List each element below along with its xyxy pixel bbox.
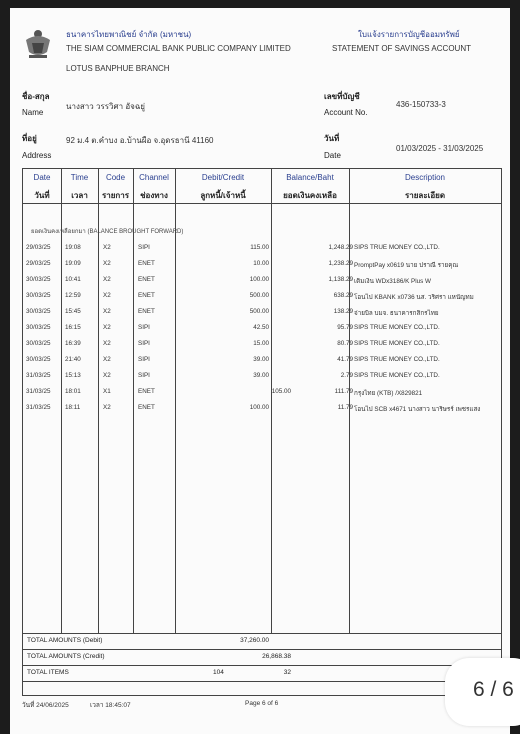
- branch-name: LOTUS BANPHUE BRANCH: [66, 64, 170, 73]
- page-indicator-text: 6 / 6: [473, 678, 514, 701]
- cell-code: X2: [103, 324, 111, 331]
- table-row: [23, 388, 501, 404]
- header-channel-thai: ช่องทาง: [140, 191, 168, 200]
- cell-time: 10:41: [65, 276, 81, 283]
- cell-debit: 500.00: [249, 308, 269, 315]
- cell-code: X1: [103, 388, 111, 395]
- cell-credit: 105.00: [271, 388, 291, 395]
- cell-description: เติมเงิน WDx3186/K Plus W: [354, 278, 431, 285]
- cell-debit: 115.00: [250, 244, 269, 251]
- table-row: [23, 276, 501, 292]
- cell-debit: 39.00: [253, 356, 269, 363]
- header-date-thai: วันที่: [34, 191, 50, 200]
- cell-channel: SIPI: [138, 356, 150, 363]
- cell-channel: ENET: [138, 308, 155, 315]
- cell-time: 15:45: [65, 308, 81, 315]
- cell-code: X2: [103, 292, 111, 299]
- cell-date: 30/03/25: [26, 340, 51, 347]
- table-row: [23, 324, 501, 340]
- cell-date: 29/03/25: [26, 244, 51, 251]
- cell-date: 31/03/25: [26, 404, 51, 411]
- cell-code: X2: [103, 276, 111, 283]
- header-time: Time: [70, 173, 89, 182]
- transactions-table: [22, 168, 502, 696]
- cell-code: X2: [103, 308, 111, 315]
- statement-title-english: STATEMENT OF SAVINGS ACCOUNT: [332, 44, 471, 53]
- table-row: [23, 340, 501, 356]
- cell-channel: ENET: [138, 260, 155, 267]
- cell-channel: SIPI: [138, 324, 150, 331]
- cell-balance: 2.79: [340, 372, 353, 379]
- cell-description: SIPS TRUE MONEY CO.,LTD.: [354, 356, 440, 363]
- table-row: [23, 356, 501, 372]
- cell-description: โอนไป SCB x4671 นางสาว นาริษรร์ เพชรแสง: [354, 406, 481, 413]
- statement-title-thai: ใบแจ้งรายการบัญชีออมทรัพย์: [358, 30, 460, 39]
- cell-balance: 1,238.29: [328, 260, 353, 267]
- cell-balance: 638.29: [333, 292, 353, 299]
- table-row: [23, 308, 501, 324]
- cell-channel: SIPI: [138, 372, 150, 379]
- total-debit-value: 37,260.00: [240, 637, 269, 644]
- cell-date: 30/03/25: [26, 276, 51, 283]
- table-row: [23, 372, 501, 388]
- header-code-thai: รายการ: [101, 191, 130, 200]
- cell-debit: 10.00: [253, 260, 269, 267]
- header-date: Date: [33, 173, 51, 182]
- cell-debit: 100.00: [249, 276, 269, 283]
- cell-time: 16:15: [65, 324, 81, 331]
- cell-channel: SIPI: [138, 244, 150, 251]
- cell-time: 16:39: [65, 340, 81, 347]
- name-label-english: Name: [22, 108, 44, 117]
- cell-description: SIPS TRUE MONEY CO.,LTD.: [354, 244, 440, 251]
- header-debit-credit-thai: ลูกหนี้/เจ้าหนี้: [200, 191, 246, 200]
- page-number: Page 6 of 6: [245, 700, 279, 707]
- cell-time: 21:40: [65, 356, 81, 363]
- date-label-thai: วันที่: [324, 134, 340, 143]
- cell-description: กรุงไทย (KTB) /X829821: [354, 390, 423, 397]
- cell-balance: 80.79: [337, 340, 353, 347]
- cell-date: 31/03/25: [26, 388, 51, 395]
- header-debit-credit: Debit/Credit: [201, 173, 245, 182]
- statement-page: [10, 8, 510, 734]
- account-label-thai: เลขที่บัญชี: [324, 92, 360, 101]
- account-label-english: Account No.: [324, 108, 368, 117]
- cell-balance: 41.79: [337, 356, 353, 363]
- cell-time: 19:08: [65, 244, 81, 251]
- account-holder-name: นางสาว วรรวิศา อัจฉยู่: [66, 102, 145, 111]
- print-date: วันที่ 24/06/2025: [22, 702, 69, 709]
- account-number: 436-150733-3: [396, 100, 446, 109]
- cell-date: 30/03/25: [26, 324, 51, 331]
- cell-code: X2: [103, 372, 111, 379]
- cell-time: 18:11: [65, 404, 81, 411]
- cell-code: X2: [103, 244, 111, 251]
- print-time: เวลา 18:45:07: [90, 702, 131, 709]
- header-description: Description: [404, 173, 445, 182]
- balance-brought-forward: ยอดเงินคงเหลือยกมา (BALANCE BROUGHT FORWARD): [31, 229, 184, 235]
- table-row: [23, 404, 501, 420]
- cell-channel: ENET: [138, 292, 155, 299]
- total-items-label: TOTAL ITEMS: [27, 669, 69, 676]
- header-channel: Channel: [139, 173, 169, 182]
- page-indicator-badge: [445, 658, 520, 726]
- cell-code: X2: [103, 340, 111, 347]
- cell-description: SIPS TRUE MONEY CO.,LTD.: [354, 340, 440, 347]
- cell-channel: ENET: [138, 404, 155, 411]
- cell-code: X2: [103, 404, 111, 411]
- cell-description: SIPS TRUE MONEY CO.,LTD.: [354, 372, 440, 379]
- table-row: [23, 292, 501, 308]
- address-label-english: Address: [22, 151, 52, 160]
- bank-name-thai: ธนาคารไทยพาณิชย์ จำกัด (มหาชน): [66, 30, 192, 39]
- header-balance: Balance/Baht: [286, 173, 334, 182]
- cell-time: 18:01: [65, 388, 81, 395]
- address-label-thai: ที่อยู่: [22, 134, 37, 143]
- cell-balance: 11.79: [337, 404, 353, 411]
- statement-period: 01/03/2025 - 31/03/2025: [396, 144, 484, 153]
- cell-debit: 500.00: [249, 292, 269, 299]
- date-label-english: Date: [324, 151, 341, 160]
- cell-balance: 1,248.29: [328, 244, 353, 251]
- cell-date: 30/03/25: [26, 292, 51, 299]
- cell-channel: ENET: [138, 276, 155, 283]
- cell-debit: 42.50: [253, 324, 269, 331]
- header-code: Code: [105, 173, 126, 182]
- cell-balance: 95.79: [337, 324, 353, 331]
- header-balance-thai: ยอดเงินคงเหลือ: [283, 191, 337, 200]
- cell-balance: 1,138.29: [328, 276, 353, 283]
- cell-date: 31/03/25: [26, 372, 51, 379]
- total-credit-value: 26,868.38: [262, 653, 291, 660]
- total-items-credit: 32: [283, 669, 291, 676]
- cell-balance: 138.29: [333, 308, 353, 315]
- cell-debit: 100.00: [249, 404, 269, 411]
- cell-time: 19:09: [65, 260, 81, 267]
- cell-balance: 111.79: [334, 388, 353, 395]
- table-row: [23, 244, 501, 260]
- cell-date: 29/03/25: [26, 260, 51, 267]
- cell-time: 12:59: [65, 292, 81, 299]
- cell-description: จ่ายบิล บมจ. ธนาคารกสิกรไทย: [354, 310, 439, 317]
- cell-code: X2: [103, 356, 111, 363]
- cell-debit: 15.00: [253, 340, 269, 347]
- table-row: [23, 260, 501, 276]
- total-credit-label: TOTAL AMOUNTS (Credit): [27, 653, 105, 660]
- cell-date: 30/03/25: [26, 308, 51, 315]
- cell-channel: SIPI: [138, 340, 150, 347]
- bank-emblem-logo: [23, 26, 53, 60]
- cell-time: 15:13: [65, 372, 81, 379]
- cell-description: โอนไป KBANK x0736 นส. วริศรา แหนัญทม: [354, 294, 474, 301]
- bank-name-english: THE SIAM COMMERCIAL BANK PUBLIC COMPANY LIMITED: [66, 44, 291, 53]
- account-holder-address: 92 ม.4 ต.คำบง อ.บ้านผือ จ.อุดรธานี 41160: [66, 136, 214, 145]
- header-time-thai: เวลา: [71, 191, 88, 200]
- cell-code: X2: [103, 260, 111, 267]
- cell-debit: 39.00: [253, 372, 269, 379]
- cell-channel: ENET: [138, 388, 155, 395]
- header-description-thai: รายละเอียด: [404, 191, 446, 200]
- total-items-debit: 104: [213, 669, 224, 676]
- cell-description: PromptPay x0619 นาย ปราณี รายคุณ: [354, 262, 459, 269]
- cell-description: SIPS TRUE MONEY CO.,LTD.: [354, 324, 440, 331]
- name-label-thai: ชื่อ-สกุล: [22, 92, 50, 101]
- cell-date: 30/03/25: [26, 356, 51, 363]
- total-debit-label: TOTAL AMOUNTS (Debit): [27, 637, 103, 644]
